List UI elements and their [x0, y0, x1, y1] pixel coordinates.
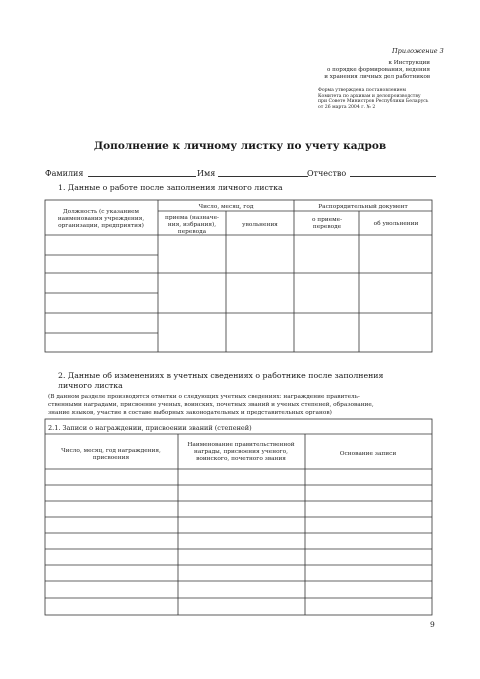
- col-dismiss: увольнения: [242, 222, 278, 228]
- instruction-line: и хранения личных дел работников: [324, 74, 430, 80]
- form-note-line: Комитета по архивам и делопроизводству: [318, 93, 421, 99]
- col-date-group: Число, месяц, год: [198, 204, 254, 210]
- form-note-line: Форма утверждена постановлением: [318, 88, 406, 93]
- col-award-name-line: воинского, почетного звания: [196, 456, 286, 462]
- col-position-line: Должность (с указанием: [62, 209, 140, 215]
- col-position-line: организации, предприятия): [58, 223, 144, 229]
- col-order-dismiss: об увольнении: [373, 221, 419, 227]
- col-order-hire-line: переводе: [312, 224, 342, 230]
- form-note-line: при Совете Министров Республики Беларусь: [318, 99, 429, 105]
- instruction-line: к Инструкции: [388, 60, 430, 66]
- col-hire-line: перевода: [177, 229, 207, 235]
- col-award-name-line: Наименование правительственной: [187, 442, 295, 448]
- col-award-date-line: Число, месяц, год награждения,: [61, 448, 161, 454]
- document-title: Дополнение к личному листку по учету кадров: [93, 140, 387, 152]
- col-order-group: Распорядительный документ: [318, 204, 408, 210]
- section2-note-line: ственными наградами, присвоение ученых, воинских, почетных званий и ученых степеней, образование,: [48, 401, 374, 408]
- col-award-date-line: присвоения: [92, 455, 130, 461]
- section1-heading: 1. Данные о работе после заполнения личного листка: [58, 183, 283, 192]
- appendix-label: Приложение 3: [392, 47, 444, 55]
- section2-note-line: (В данном разделе производятся отметки о следующих учетных сведениях: награждение правитель-: [48, 394, 360, 400]
- patronymic-label: Отчество: [307, 169, 347, 178]
- col-hire-line: приема (назначе-: [165, 215, 219, 221]
- col-order-hire-line: о приеме-: [311, 217, 343, 223]
- instruction-line: о порядке формирования, ведения: [327, 67, 430, 73]
- section2-heading-line: личного листка: [58, 381, 123, 390]
- col-basis: Основание записи: [339, 451, 397, 457]
- section2-note-line: знание языков, участие в составе выборных законодательных и представительных органов): [48, 409, 332, 416]
- page-number: 9: [430, 620, 435, 629]
- surname-label: Фамилия: [45, 169, 84, 178]
- form-note-line: от 26 марта 2004 г. № 2: [318, 104, 376, 110]
- name-label: Имя: [197, 169, 216, 178]
- col-award-name-line: награды, присвоения ученого,: [194, 449, 288, 455]
- col-position-line: наименования учреждения,: [57, 216, 145, 222]
- col-hire-line: ния, избрания),: [167, 222, 217, 228]
- section2-heading-line: 2. Данные об изменениях в учетных сведениях о работнике после заполнения: [58, 371, 384, 380]
- subsection-title: 2.1. Записи о награждении, присвоении званий (степеней): [48, 424, 252, 432]
